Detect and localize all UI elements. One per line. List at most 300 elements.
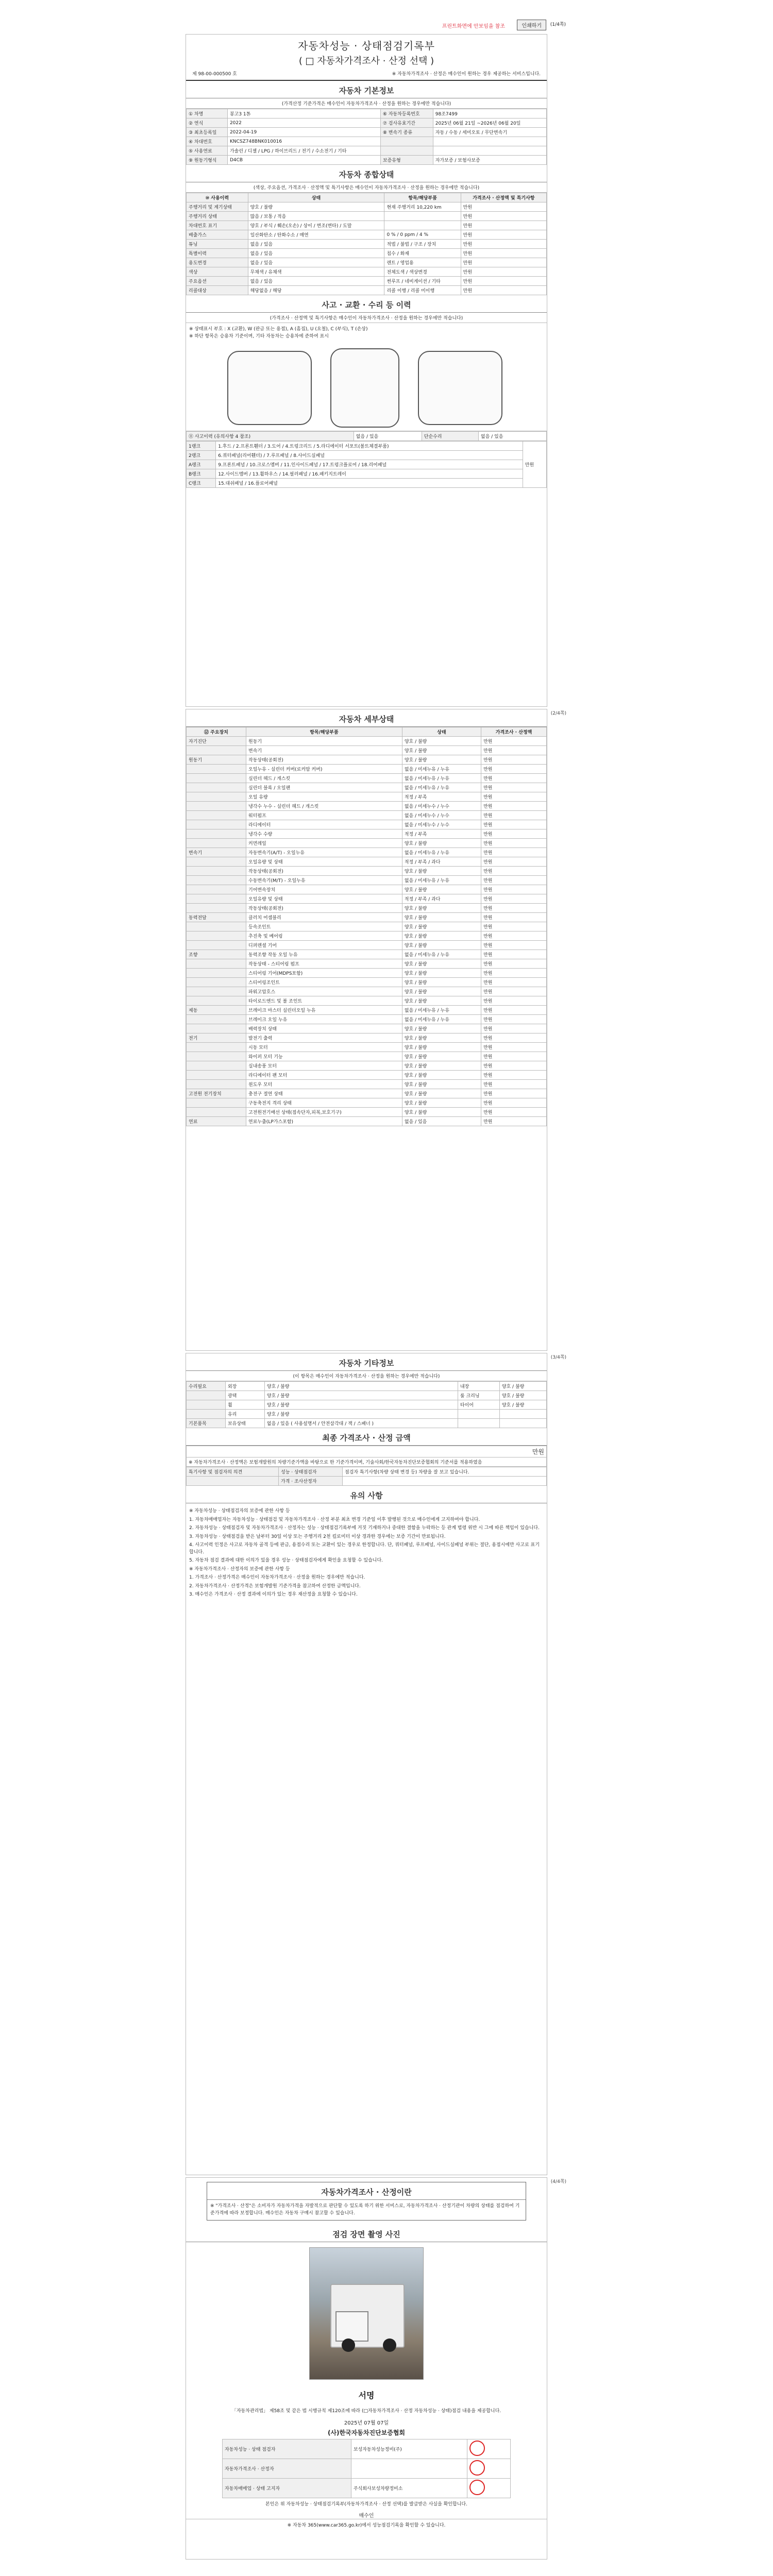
detail-state: 양호 / 불량	[402, 978, 481, 987]
other-state-a: 양호 / 불량	[264, 1391, 458, 1400]
detail-row	[187, 1033, 547, 1043]
detail-row	[187, 1108, 547, 1117]
rank-row	[187, 460, 547, 469]
detail-group: 원동기	[187, 755, 246, 765]
sign-value	[343, 1477, 547, 1486]
detail-group	[187, 839, 246, 848]
general-row	[187, 240, 547, 249]
sign-date: 2025년 07월 07일	[344, 2420, 389, 2426]
general-item: 용도변경	[187, 258, 248, 267]
detail-price: 만원	[481, 1071, 547, 1080]
sign-heading: 서명	[358, 2391, 375, 2400]
basic-value: 2022	[227, 118, 380, 128]
basic-label: ④ 차대번호	[187, 137, 228, 146]
sign-table	[186, 1467, 547, 1486]
detail-item: 오일누유 - 실린더 커버(로커암 커버)	[246, 765, 402, 774]
detail-item: 작동상태(공회전)	[246, 867, 402, 876]
detail-price: 만원	[481, 1015, 547, 1024]
other-item-a: 보유상태	[225, 1419, 264, 1428]
final-value: 만원	[187, 1446, 547, 1458]
signer-name: 주식회사보성차량정비소	[351, 2478, 467, 2498]
general-state: 무채색 / 유채색	[248, 267, 384, 277]
detail-item: 와이퍼 모터 기능	[246, 1052, 402, 1061]
rank-parts: 9.프론트패널 / 10.크로스멤버 / 11.인사이드패널 / 17.트렁크플로어 / 18.리어패널	[216, 460, 523, 469]
general-row	[187, 249, 547, 258]
detail-group	[187, 969, 246, 978]
general-item: 주요옵션	[187, 277, 248, 286]
detail-state: 없음 / 미세누유 / 누유	[402, 1006, 481, 1015]
rank-parts: 6.쿼터패널(리어휀더) / 7.루프패널 / 8.사이드실패널	[216, 451, 523, 460]
doc-number-line	[186, 67, 547, 81]
detail-state: 양호 / 불량	[402, 996, 481, 1006]
basic-row	[187, 156, 547, 165]
general-item: 리콜대상	[187, 286, 248, 295]
legal-item: ※ 자동차성능 · 상태점검자의 보증에 관한 사항 등	[189, 1509, 290, 1514]
detail-row	[187, 755, 547, 765]
sign-text: 「자동차관리법」 제58조 및 같은 법 시행규칙 제120조에 따라 (□자동차가격조사 · 산정 자동차성능 · 상태)점검 내용을 제공합니다.	[231, 2409, 501, 2414]
sign-org: (사)한국자동차진단보증협회	[327, 2429, 406, 2436]
general-row	[187, 230, 547, 240]
detail-state: 없음 / 미세누유 / 누유	[402, 783, 481, 792]
detail-group	[187, 931, 246, 941]
detail-group: 전기	[187, 1033, 246, 1043]
detail-group	[187, 765, 246, 774]
detail-row	[187, 904, 547, 913]
detail-row	[187, 885, 547, 894]
basic-note: (가격산정 기준가격은 매수인이 자동차가격조사 · 산정을 원하는 경우에만 적습니다)	[186, 98, 547, 109]
legal-item: ※ 자동차가격조사 · 산정자의 보증에 관한 사항 등	[189, 1566, 290, 1572]
general-detail: 전체도색 / 색상변경	[384, 267, 461, 277]
detail-state: 양호 / 불량	[402, 1080, 481, 1089]
detail-row	[187, 1089, 547, 1098]
detail-item: 오일유량 및 상태	[246, 857, 402, 867]
general-state: 일산화탄소 / 탄화수소 / 매연	[248, 230, 384, 240]
legal-item: 3. 매수인은 가격조사 · 산정 결과에 이의가 있는 경우 재산정을 요청할 수 있습니다.	[189, 1592, 358, 1597]
signer-role: 자동차매매업 · 상태 고지자	[223, 2478, 351, 2498]
detail-state: 양호 / 불량	[402, 922, 481, 931]
signer-row	[223, 2478, 511, 2498]
basic-label-2: ⑥ 자동차등록번호	[380, 109, 433, 118]
detail-state: 양호 / 불량	[402, 1024, 481, 1033]
detail-price: 만원	[481, 755, 547, 765]
detail-group	[187, 829, 246, 839]
detail-item: 워터펌프	[246, 811, 402, 820]
general-header-row	[187, 193, 547, 202]
seal-cell	[467, 2478, 511, 2498]
footer-note: ※ 자동차 365(www.car365.go.kr)에서 성능점검기록을 확인할 수 있습니다.	[186, 2519, 547, 2530]
general-price: 만원	[461, 267, 546, 277]
detail-row	[187, 950, 547, 959]
basic-value-2	[433, 146, 546, 156]
general-row	[187, 212, 547, 221]
detail-state: 적정 / 부족	[402, 829, 481, 839]
detail-price: 만원	[481, 996, 547, 1006]
legal-heading: 유의 사항	[186, 1486, 547, 1503]
detail-state: 양호 / 불량	[402, 969, 481, 978]
legal-item: 2. 자동차가격조사 · 산정가격은 보험개발원 기준가격을 참고하여 산정한 금액입니다.	[189, 1583, 361, 1589]
seal-cell	[467, 2459, 511, 2478]
basic-label: ⑨ 원동기형식	[187, 156, 228, 165]
accident-question-table	[186, 431, 547, 441]
detail-row	[187, 969, 547, 978]
detail-item: 스티어링 기어(MDPS포함)	[246, 969, 402, 978]
accident-legend	[186, 323, 547, 343]
general-detail: 현재 주행거리 10,220 km	[384, 202, 461, 212]
detail-row	[187, 774, 547, 783]
detail-price: 만원	[481, 1080, 547, 1089]
inspection-photo	[309, 2247, 424, 2380]
signer-name	[351, 2459, 467, 2478]
sign-sub: 성능 · 상태점검자	[279, 1467, 343, 1477]
other-state-a: 양호 / 불량	[264, 1382, 458, 1391]
basic-value: 가솔린 / 디젤 / LPG / 하이브리드 / 전기 / 수소전기 / 기타	[227, 146, 380, 156]
final-note: ※ 자동차가격조사 · 산정액은 보험개발원의 차량기준가액을 바탕으로 한 기준가격이며, 기술사회/한국자동차진단보증협회의 기준서를 적용하였음	[187, 1458, 547, 1467]
other-group	[187, 1391, 226, 1400]
sign-label	[187, 1477, 279, 1486]
detail-price: 만원	[481, 1061, 547, 1071]
other-item-a: 광택	[225, 1391, 264, 1400]
detail-item: 연료누출(LP가스포함)	[246, 1117, 402, 1126]
detail-row	[187, 876, 547, 885]
other-group: 기본품목	[187, 1419, 226, 1428]
detail-row	[187, 867, 547, 876]
other-row	[187, 1400, 547, 1410]
detail-price: 만원	[481, 1052, 547, 1061]
other-item-a: 휠	[225, 1400, 264, 1410]
rank-label: 1랭크	[187, 442, 216, 451]
detail-price: 만원	[481, 848, 547, 857]
other-state-b: 양호 / 불량	[499, 1382, 546, 1391]
general-price: 만원	[461, 277, 546, 286]
detail-price: 만원	[481, 941, 547, 950]
basic-value-2	[433, 137, 546, 146]
other-row	[187, 1382, 547, 1391]
other-row	[187, 1419, 547, 1428]
detail-price: 만원	[481, 1043, 547, 1052]
detail-price: 만원	[481, 1089, 547, 1098]
accident-heading: 사고 · 교환 · 수리 등 이력	[186, 295, 547, 313]
detail-row	[187, 1006, 547, 1015]
basic-table	[186, 109, 547, 165]
detail-row	[187, 737, 547, 746]
detail-state: 양호 / 불량	[402, 959, 481, 969]
detail-price: 만원	[481, 931, 547, 941]
detail-group: 조향	[187, 950, 246, 959]
detail-group	[187, 1061, 246, 1071]
detail-price: 만원	[481, 746, 547, 755]
detail-row	[187, 820, 547, 829]
general-state: 없음 / 있음	[248, 249, 384, 258]
detail-state: 없음 / 미세누유 / 누유	[402, 765, 481, 774]
general-detail: 렌트 / 영업용	[384, 258, 461, 267]
detail-row	[187, 1098, 547, 1108]
other-item-b: 내장	[458, 1382, 499, 1391]
detail-item: 작동상태(공회전)	[246, 904, 402, 913]
final-table	[186, 1446, 547, 1467]
rank-price: 만원	[523, 442, 546, 488]
general-item: 배출가스	[187, 230, 248, 240]
general-detail	[384, 212, 461, 221]
general-price: 만원	[461, 212, 546, 221]
detail-row	[187, 746, 547, 755]
detail-row	[187, 848, 547, 857]
signer-table	[222, 2439, 511, 2498]
detail-state: 없음 / 미세누유 / 누유	[402, 848, 481, 857]
basic-row	[187, 146, 547, 156]
legal-item: 4. 사고이력 인정은 사고로 자동차 골격 등에 판금, 용접수리 또는 교환이 있는 경우로 한정합니다. 단, 쿼터패널, 루프패널, 사이드실패널 부위는 절단, 용접시에만 사고로 표기합니다.	[189, 1543, 540, 1555]
detail-group	[187, 885, 246, 894]
detail-group	[187, 857, 246, 867]
page-number-3: (3/4쪽)	[550, 1355, 566, 1360]
detail-row	[187, 857, 547, 867]
general-row	[187, 286, 547, 295]
accident-history-label: ⑪ 사고이력 (유의사항 4 참조)	[187, 432, 354, 441]
detail-price: 만원	[481, 1108, 547, 1117]
detail-price: 만원	[481, 950, 547, 959]
detail-row	[187, 1080, 547, 1089]
detail-group: 변속기	[187, 848, 246, 857]
general-detail: 적법 / 불법 / 구조 / 장치	[384, 240, 461, 249]
detail-state: 양호 / 불량	[402, 1108, 481, 1117]
detail-group: 고전원 전기장치	[187, 1089, 246, 1098]
detail-state: 양호 / 불량	[402, 1033, 481, 1043]
other-item-a: 유리	[225, 1410, 264, 1419]
detail-item: 브레이크 마스터 실린더오일 누유	[246, 1006, 402, 1015]
detail-item: 오일 유량	[246, 792, 402, 802]
detail-state: 양호 / 불량	[402, 1052, 481, 1061]
signer-name: 보성자동차성능정비(주)	[351, 2439, 467, 2459]
detail-col-header: 항목/해당부품	[246, 727, 402, 737]
sign-row	[187, 1477, 547, 1486]
general-col-header: 상태	[248, 193, 384, 202]
basic-heading: 자동차 기본정보	[186, 81, 547, 98]
basic-row	[187, 118, 547, 128]
detail-price: 만원	[481, 885, 547, 894]
other-table	[186, 1381, 547, 1428]
signer-row	[223, 2439, 511, 2459]
detail-row	[187, 783, 547, 792]
detail-price: 만원	[481, 737, 547, 746]
detail-price: 만원	[481, 783, 547, 792]
rank-row	[187, 469, 547, 479]
check-text: 본인은 위 자동차성능 · 상태점검기록부(자동차가격조사 · 산정 선택)를 발급받은 사실을 확인합니다.	[265, 2501, 467, 2507]
detail-group	[187, 774, 246, 783]
detail-item: 실린더 블록 / 오일팬	[246, 783, 402, 792]
detail-item: 등속조인트	[246, 922, 402, 931]
other-item-b: 타이어	[458, 1400, 499, 1410]
detail-row	[187, 894, 547, 904]
detail-state: 양호 / 불량	[402, 885, 481, 894]
detail-group	[187, 904, 246, 913]
detail-group	[187, 941, 246, 950]
general-detail	[384, 221, 461, 230]
general-state: 해당없음 / 해당	[248, 286, 384, 295]
detail-group	[187, 746, 246, 755]
page-1	[186, 34, 547, 707]
page-number: (1/4쪽)	[550, 22, 566, 27]
detail-table	[186, 727, 547, 1126]
detail-group	[187, 1024, 246, 1033]
simple-repair-label: 단순수리	[422, 432, 478, 441]
other-state-b	[499, 1419, 546, 1428]
other-state-b: 양호 / 불량	[499, 1400, 546, 1410]
basic-value: KNCSZ748BNK010016	[227, 137, 380, 146]
detail-state: 양호 / 불량	[402, 941, 481, 950]
detail-item: 타이로드엔드 및 볼 조인트	[246, 996, 402, 1006]
detail-col-header: 가격조사 · 산정액	[481, 727, 547, 737]
detail-item: 작동상태 - 스티어링 펌프	[246, 959, 402, 969]
detail-state: 양호 / 불량	[402, 755, 481, 765]
basic-label: ① 차명	[187, 109, 228, 118]
truck-cab	[335, 2311, 368, 2342]
detail-item: 스티어링조인트	[246, 978, 402, 987]
basic-label-2: 보증유형	[380, 156, 433, 165]
detail-row	[187, 765, 547, 774]
general-price: 만원	[461, 286, 546, 295]
detail-row	[187, 913, 547, 922]
other-group	[187, 1400, 226, 1410]
rank-row	[187, 479, 547, 488]
simple-repair-value: 없음 / 있음	[478, 432, 546, 441]
detail-group	[187, 1098, 246, 1108]
detail-row	[187, 1061, 547, 1071]
detail-price: 만원	[481, 820, 547, 829]
detail-col-header: ⑫ 주요장치	[187, 727, 246, 737]
detail-group: 자기진단	[187, 737, 246, 746]
detail-item: 디퍼렌셜 기어	[246, 941, 402, 950]
general-row	[187, 277, 547, 286]
signer-row	[223, 2459, 511, 2478]
photo-heading: 점검 장면 촬영 사진	[186, 2225, 547, 2242]
rank-table	[186, 441, 547, 488]
seal-cell	[467, 2439, 511, 2459]
basic-label-2: ⑦ 검사유효기간	[380, 118, 433, 128]
detail-state: 양호 / 불량	[402, 1098, 481, 1108]
detail-item: 자동변속기(A/T) - 오일누유	[246, 848, 402, 857]
detail-item: 윈도우 모터	[246, 1080, 402, 1089]
detail-price: 만원	[481, 792, 547, 802]
detail-state: 없음 / 있음	[402, 1117, 481, 1126]
signer-role: 자동차성능 · 상태 점검자	[223, 2439, 351, 2459]
rank-label: 2랭크	[187, 451, 216, 460]
general-state: 없음 / 있음	[248, 258, 384, 267]
general-detail: 썬루프 / 네비게이션 / 기타	[384, 277, 461, 286]
detail-state: 적정 / 부족 / 과다	[402, 894, 481, 904]
detail-group	[187, 1080, 246, 1089]
detail-item: 변속기	[246, 746, 402, 755]
sign-row	[187, 1467, 547, 1477]
detail-row	[187, 1117, 547, 1126]
rank-row	[187, 451, 547, 460]
general-state: 없음 / 있음	[248, 240, 384, 249]
detail-item: 라디에이터	[246, 820, 402, 829]
detail-price: 만원	[481, 904, 547, 913]
car-top-view	[330, 348, 399, 428]
page-3	[186, 1353, 566, 2175]
accident-history-value: 없음 / 있음	[354, 432, 422, 441]
detail-state: 양호 / 불량	[402, 867, 481, 876]
general-price: 만원	[461, 202, 546, 212]
basic-label-2	[380, 137, 433, 146]
basic-label-2: ⑧ 변속기 종류	[380, 128, 433, 137]
general-detail: 리콜 이행 / 리콜 미이행	[384, 286, 461, 295]
detail-heading: 자동차 세부상태	[186, 709, 547, 727]
detail-row	[187, 1071, 547, 1080]
detail-state: 없음 / 미세누유 / 누유	[402, 876, 481, 885]
detail-state: 양호 / 불량	[402, 746, 481, 755]
info-box-text: ※ "가격조사 · 산정"은 소비자가 자동차가격을 자발적으로 판단할 수 있도록 하기 위한 서비스로, 자동차가격조사 · 산정기관이 차량의 상태를 점검하여 기준가격에 따라 보정합니다. 매수인은 자동차 구매시 참고할 수 있습니다.	[210, 2204, 520, 2216]
sign-sub: 가격 · 조사산정자	[279, 1477, 343, 1486]
signer-role: 자동차가격조사 · 산정자	[223, 2459, 351, 2478]
detail-item: 커먼레일	[246, 839, 402, 848]
print-button[interactable]: 인쇄하기	[517, 20, 546, 30]
rank-parts: 15.대쉬패널 / 16.플로어패널	[216, 479, 523, 488]
other-state-a: 없음 / 있음 ( 사용설명서 / 안전삼각대 / 잭 / 스패너 )	[264, 1419, 458, 1428]
basic-value: 봉고3 1톤	[227, 109, 380, 118]
final-heading: 최종 가격조사 · 산정 금액	[186, 1428, 547, 1446]
detail-row	[187, 1052, 547, 1061]
detail-group	[187, 820, 246, 829]
detail-group	[187, 802, 246, 811]
detail-row	[187, 839, 547, 848]
rank-label: B랭크	[187, 469, 216, 479]
accident-note: (가격조사 · 산정액 및 특기사항은 매수인이 자동차가격조사 · 산정을 원하는 경우에만 적습니다)	[186, 313, 547, 323]
detail-item: 작동상태(공회전)	[246, 755, 402, 765]
detail-row	[187, 978, 547, 987]
detail-group	[187, 876, 246, 885]
general-row	[187, 221, 547, 230]
legal-item: 1. 자동차매매업자는 자동차성능 · 상태점검 및 자동차가격조사 · 산정 부분 최초 변경 기준일 이후 발행된 것으로 매수인에게 고지하여야 합니다.	[189, 1517, 480, 1522]
detail-group	[187, 978, 246, 987]
other-heading: 자동차 기타정보	[186, 1353, 547, 1371]
other-note: (이 항목은 매수인이 자동차가격조사 · 산정을 원하는 경우에만 적습니다)	[186, 1371, 547, 1381]
detail-price: 만원	[481, 1006, 547, 1015]
general-item: 튜닝	[187, 240, 248, 249]
detail-price: 만원	[481, 1024, 547, 1033]
detail-state: 양호 / 불량	[402, 987, 481, 996]
detail-state: 양호 / 불량	[402, 1043, 481, 1052]
other-state-a: 양호 / 불량	[264, 1410, 458, 1419]
detail-price: 만원	[481, 765, 547, 774]
other-item-a: 외장	[225, 1382, 264, 1391]
doc-number: 제 98-00-000500 호	[192, 72, 237, 77]
seal-stamp	[469, 2480, 485, 2495]
general-row	[187, 202, 547, 212]
detail-state: 양호 / 불량	[402, 737, 481, 746]
seal-stamp	[469, 2460, 485, 2476]
sign-value: 점검자 특기사항(차량 상태 변경 등) 차량을 잘 보고 있습니다.	[343, 1467, 547, 1477]
detail-group	[187, 996, 246, 1006]
detail-price: 만원	[481, 913, 547, 922]
detail-state: 적정 / 부족	[402, 792, 481, 802]
rank-parts: 12.사이드멤버 / 13.휠하우스 / 14.필러패널 / 16.패키지트레이	[216, 469, 523, 479]
detail-row	[187, 829, 547, 839]
basic-row	[187, 109, 547, 118]
detail-state: 양호 / 불량	[402, 1089, 481, 1098]
detail-item: 고전원전기배선 상태(접속단자,피복,보호기구)	[246, 1108, 402, 1117]
detail-item: 충전구 절연 상태	[246, 1089, 402, 1098]
truck-wheel-rear	[383, 2338, 396, 2352]
detail-price: 만원	[481, 857, 547, 867]
general-price: 만원	[461, 240, 546, 249]
detail-price: 만원	[481, 959, 547, 969]
general-state: 많음 / 보통 / 적음	[248, 212, 384, 221]
detail-item: 발전기 출력	[246, 1033, 402, 1043]
general-state: 양호 / 불량	[248, 202, 384, 212]
detail-state: 양호 / 불량	[402, 839, 481, 848]
document-title: 자동차성능 · 상태점검기록부	[298, 40, 435, 52]
detail-state: 없음 / 미세누수 / 누수	[402, 802, 481, 811]
